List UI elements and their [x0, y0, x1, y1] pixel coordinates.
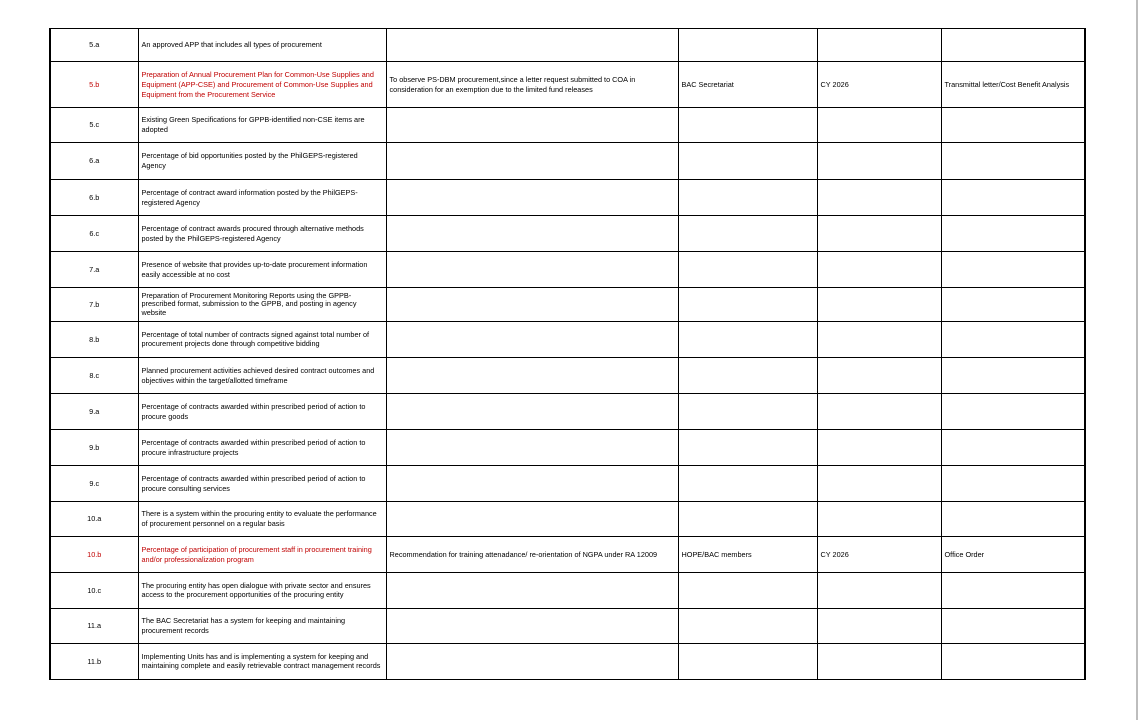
row-means [941, 609, 1085, 644]
row-indicator: Preparation of Annual Procurement Plan for Common-Use Supplies and Equipment (APP-CSE) and Procurement of Common-Use Supplies and Equipment from the Procurement Service [138, 62, 386, 108]
table-row [50, 62, 1085, 108]
table-row [50, 288, 1085, 322]
row-code: 5.b [50, 62, 138, 108]
table-row [50, 502, 1085, 537]
page-edge [1136, 0, 1138, 720]
row-timeline [817, 108, 941, 143]
row-means [941, 143, 1085, 180]
row-timeline [817, 143, 941, 180]
row-means [941, 108, 1085, 143]
row-responsible [678, 430, 817, 466]
row-means [941, 322, 1085, 358]
row-responsible [678, 644, 817, 680]
table-row [50, 143, 1085, 180]
row-action [386, 430, 678, 466]
row-responsible: BAC Secretariat [678, 62, 817, 108]
row-code: 5.c [50, 108, 138, 143]
row-indicator: Existing Green Specifications for GPPB-identified non-CSE items are adopted [138, 108, 386, 143]
row-timeline [817, 466, 941, 502]
row-indicator: Percentage of contract award information posted by the PhilGEPS-registered Agency [138, 180, 386, 216]
row-timeline [817, 29, 941, 62]
row-means [941, 502, 1085, 537]
row-action [386, 180, 678, 216]
row-timeline [817, 644, 941, 680]
row-responsible [678, 394, 817, 430]
row-means [941, 180, 1085, 216]
row-means [941, 430, 1085, 466]
row-responsible [678, 609, 817, 644]
row-indicator: Percentage of participation of procurement staff in procurement training and/or professionalization program [138, 537, 386, 573]
row-action [386, 644, 678, 680]
row-means [941, 252, 1085, 288]
row-code: 9.a [50, 394, 138, 430]
row-means [941, 358, 1085, 394]
row-action [386, 609, 678, 644]
procurement-plan-table [49, 28, 1086, 680]
table-row [50, 644, 1085, 680]
row-indicator: Percentage of bid opportunities posted by the PhilGEPS-registered Agency [138, 143, 386, 180]
row-code: 5.a [50, 29, 138, 62]
row-action [386, 358, 678, 394]
row-responsible [678, 143, 817, 180]
row-responsible [678, 358, 817, 394]
table-row [50, 394, 1085, 430]
row-timeline [817, 430, 941, 466]
table-row [50, 108, 1085, 143]
row-code: 11.a [50, 609, 138, 644]
row-responsible [678, 573, 817, 609]
row-indicator: Percentage of total number of contracts signed against total number of procurement projects done through competitive bidding [138, 322, 386, 358]
row-action [386, 108, 678, 143]
row-action [386, 394, 678, 430]
table-row [50, 430, 1085, 466]
row-indicator: There is a system within the procuring entity to evaluate the performance of procurement personnel on a regular basis [138, 502, 386, 537]
row-code: 6.a [50, 143, 138, 180]
row-action [386, 573, 678, 609]
row-code: 8.c [50, 358, 138, 394]
row-timeline [817, 358, 941, 394]
table-row [50, 322, 1085, 358]
row-responsible [678, 466, 817, 502]
row-code: 8.b [50, 322, 138, 358]
row-code: 6.b [50, 180, 138, 216]
row-indicator: Planned procurement activities achieved desired contract outcomes and objectives within the target/allotted timeframe [138, 358, 386, 394]
row-action [386, 502, 678, 537]
row-timeline [817, 573, 941, 609]
row-timeline [817, 216, 941, 252]
row-means [941, 466, 1085, 502]
row-action: Recommendation for training attenadance/ re-orientation of NGPA under RA 12009 [386, 537, 678, 573]
row-indicator: Percentage of contracts awarded within prescribed period of action to procure goods [138, 394, 386, 430]
table-row [50, 252, 1085, 288]
row-action [386, 216, 678, 252]
row-means [941, 394, 1085, 430]
row-action [386, 143, 678, 180]
row-responsible [678, 29, 817, 62]
row-responsible [678, 180, 817, 216]
row-means [941, 29, 1085, 62]
table-row [50, 216, 1085, 252]
row-indicator: Presence of website that provides up-to-date procurement information easily accessible at no cost [138, 252, 386, 288]
row-action [386, 466, 678, 502]
table-row [50, 180, 1085, 216]
row-indicator: Implementing Units has and is implementing a system for keeping and maintaining complete and easily retrievable contract management records [138, 644, 386, 680]
table-row [50, 358, 1085, 394]
row-code: 9.c [50, 466, 138, 502]
row-means [941, 288, 1085, 322]
row-code: 10.b [50, 537, 138, 573]
row-responsible [678, 108, 817, 143]
table-row [50, 466, 1085, 502]
table-row [50, 573, 1085, 609]
row-indicator: Percentage of contracts awarded within prescribed period of action to procure infrastructure projects [138, 430, 386, 466]
row-code: 7.a [50, 252, 138, 288]
row-responsible [678, 252, 817, 288]
row-timeline [817, 322, 941, 358]
table-body [50, 29, 1085, 680]
row-timeline [817, 252, 941, 288]
row-code: 6.c [50, 216, 138, 252]
row-indicator: Preparation of Procurement Monitoring Reports using the GPPB-prescribed format, submission to the GPPB, and posting in agency website [138, 288, 386, 322]
table-row [50, 609, 1085, 644]
row-means: Transmittal letter/Cost Benefit Analysis [941, 62, 1085, 108]
row-means [941, 644, 1085, 680]
row-timeline [817, 609, 941, 644]
row-means [941, 216, 1085, 252]
row-responsible [678, 288, 817, 322]
row-timeline [817, 394, 941, 430]
row-indicator: Percentage of contract awards procured through alternative methods posted by the PhilGEPS-registered Agency [138, 216, 386, 252]
row-timeline [817, 502, 941, 537]
row-indicator: Percentage of contracts awarded within prescribed period of action to procure consulting services [138, 466, 386, 502]
row-timeline: CY 2026 [817, 537, 941, 573]
row-responsible [678, 216, 817, 252]
row-action: To observe PS-DBM procurement,since a letter request submitted to COA in consideration for an exemption due to the limited fund releases [386, 62, 678, 108]
row-action [386, 288, 678, 322]
row-code: 9.b [50, 430, 138, 466]
row-timeline [817, 288, 941, 322]
table-row [50, 29, 1085, 62]
row-responsible [678, 322, 817, 358]
row-action [386, 29, 678, 62]
row-action [386, 252, 678, 288]
row-means: Office Order [941, 537, 1085, 573]
row-code: 11.b [50, 644, 138, 680]
row-responsible [678, 502, 817, 537]
row-means [941, 573, 1085, 609]
table-row [50, 537, 1085, 573]
row-code: 10.c [50, 573, 138, 609]
row-indicator: An approved APP that includes all types of procurement [138, 29, 386, 62]
row-timeline: CY 2026 [817, 62, 941, 108]
row-indicator: The procuring entity has open dialogue with private sector and ensures access to the procurement opportunities of the procuring entity [138, 573, 386, 609]
row-indicator: The BAC Secretariat has a system for keeping and maintaining procurement records [138, 609, 386, 644]
row-code: 10.a [50, 502, 138, 537]
row-code: 7.b [50, 288, 138, 322]
row-action [386, 322, 678, 358]
row-timeline [817, 180, 941, 216]
row-responsible: HOPE/BAC members [678, 537, 817, 573]
